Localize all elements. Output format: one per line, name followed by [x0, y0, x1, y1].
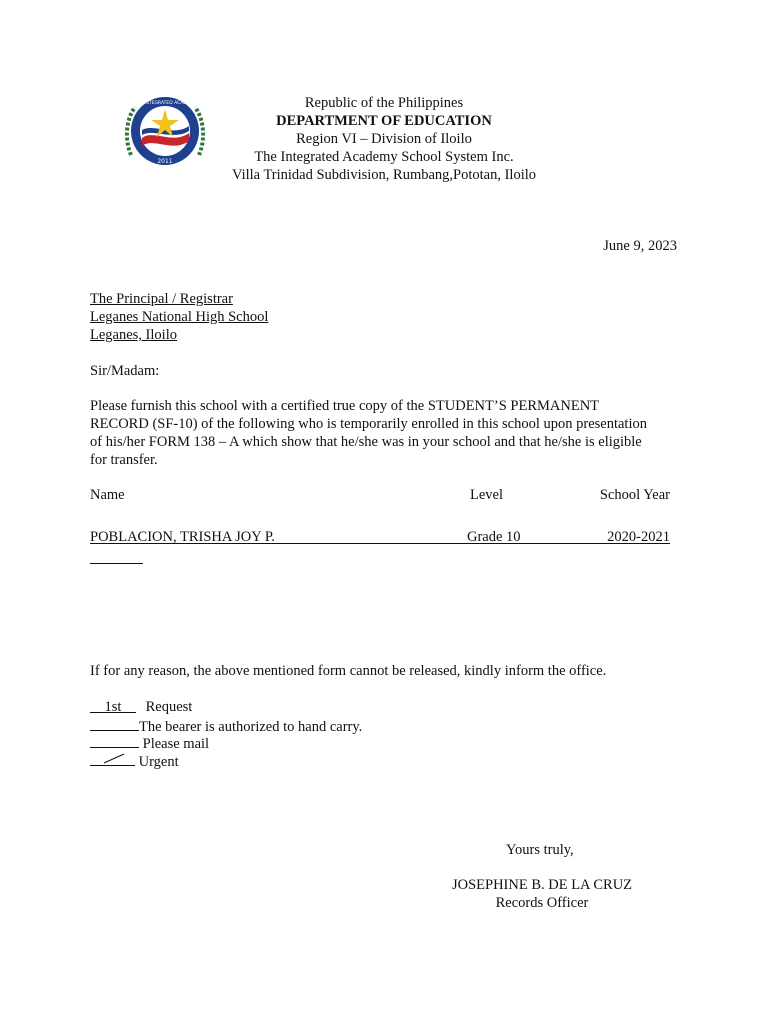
recipient-address: Leganes, Iloilo: [90, 327, 177, 343]
row-underline-continuation: [90, 563, 143, 564]
letterhead-address: Villa Trinidad Subdivision, Rumbang,Pototan, Iloilo: [231, 167, 537, 183]
notice-text: If for any reason, the above mentioned form cannot be released, kindly inform the office.: [90, 663, 607, 679]
option-request: [90, 698, 192, 716]
letterhead-school: The Integrated Academy School System Inc.: [254, 149, 514, 165]
option-mail: [90, 733, 209, 753]
body-line-2: RECORD (SF-10) of the following who is temporarily enrolled in this school upon presentation: [90, 416, 647, 432]
student-school-year: 2020-2021: [607, 529, 670, 545]
student-level: Grade 10: [467, 529, 521, 545]
letter-date: June 9, 2023: [603, 238, 677, 254]
valediction: Yours truly,: [506, 842, 574, 858]
body-line-3: of his/her FORM 138 – A which show that he/she was in your school and that he/she is eligible: [90, 434, 642, 450]
signer-name: JOSEPHINE B. DE LA CRUZ: [451, 877, 633, 893]
signer-title: Records Officer: [495, 895, 589, 911]
column-header-level: Level: [470, 487, 504, 503]
option-mail-label: Please mail: [142, 736, 210, 752]
letterhead-department: DEPARTMENT OF EDUCATION: [276, 113, 492, 129]
salutation: Sir/Madam:: [90, 363, 160, 379]
recipient-school: Leganes National High School: [90, 309, 269, 325]
option-urgent: [90, 751, 179, 771]
student-name: POBLACION, TRISHA JOY P.: [90, 529, 275, 545]
letterhead-republic: Republic of the Philippines: [304, 95, 464, 111]
option-request-label: Request: [145, 699, 193, 715]
letterhead-region: Region VI – Division of Iloilo: [296, 131, 472, 147]
body-line-1: Please furnish this school with a certified true copy of the STUDENT’S PERMANENT: [90, 398, 600, 414]
option-mail-blank: [90, 733, 139, 748]
column-header-name: Name: [90, 487, 125, 503]
column-header-school-year: School Year: [599, 487, 670, 503]
option-urgent-label: Urgent: [138, 754, 179, 770]
seal-year: 2011: [157, 158, 173, 165]
seal-ring-text: THE INTEGRATED ACADEMY: [133, 101, 197, 106]
body-line-4: for transfer.: [90, 452, 158, 468]
row-underline: [90, 543, 670, 544]
check-mark-icon: [90, 751, 135, 765]
option-request-blank: 1st: [90, 698, 136, 713]
option-urgent-blank: [90, 751, 135, 766]
option-hand-carry-blank: [90, 716, 139, 731]
recipient-title: The Principal / Registrar: [90, 291, 233, 307]
option-hand-carry-label: The bearer is authorized to hand carry.: [139, 719, 363, 735]
letterhead: [184, 94, 584, 184]
